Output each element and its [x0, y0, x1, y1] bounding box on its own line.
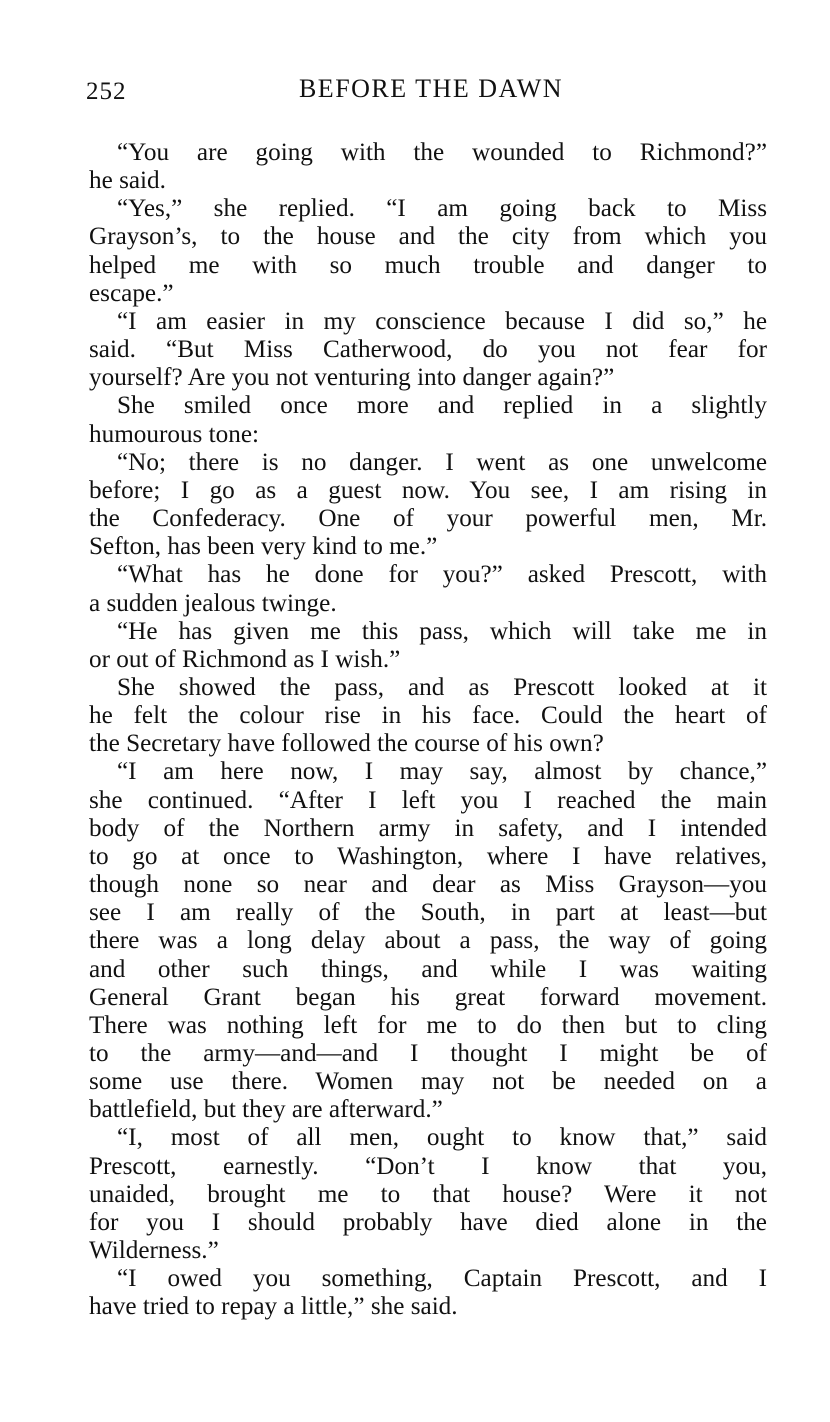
text-line: She smiled once more and replied in a slightly [117, 392, 767, 420]
text-line: have tried to repay a little,” she said. [89, 1293, 458, 1321]
text-line: Grayson’s, to the house and the city from which you [89, 223, 767, 251]
text-line: and other such things, and while I was waiting [89, 955, 767, 983]
text-line: “Yes,” she replied. “I am going back to Miss [117, 195, 767, 223]
page-number: 252 [86, 78, 127, 105]
paragraph [89, 1265, 767, 1321]
text-line: the Secretary have followed the course of his own? [89, 730, 604, 758]
paragraph [89, 674, 767, 758]
text-line: though none so near and dear as Miss Grayson—you [89, 871, 767, 899]
text-line: some use there. Women may not be needed on a [89, 1068, 767, 1096]
running-title: BEFORE THE DAWN [298, 74, 564, 103]
paragraph [89, 139, 767, 195]
text-line: “I owed you something, Captain Prescott, and I [117, 1265, 767, 1293]
page-header [86, 74, 776, 114]
paragraph [89, 449, 767, 562]
text-line: battlefield, but they are afterward.” [89, 1096, 443, 1124]
paragraph [89, 1124, 767, 1265]
text-line: or out of Richmond as I wish.” [89, 645, 401, 673]
text-line: said. “But Miss Catherwood, do you not fear for [89, 336, 767, 364]
text-line: “No; there is no danger. I went as one unwelcome [117, 448, 767, 476]
text-line: helped me with so much trouble and danger to [89, 251, 767, 279]
text-line: to the army—and—and I thought I might be of [89, 1040, 767, 1067]
text-line: see I am really of the South, in part at least—but [89, 899, 767, 927]
text-line: yourself? Are you not venturing into danger again?” [89, 364, 615, 392]
text-line: Prescott, earnestly. “Don’t I know that you, [89, 1152, 767, 1180]
text-line: before; I go as a guest now. You see, I am rising in [89, 476, 767, 504]
text-line: “I am easier in my conscience because I did so,” he [117, 307, 767, 335]
text-line: unaided, brought me to that house? Were it not [89, 1180, 767, 1208]
paragraph [89, 308, 767, 392]
paragraph [89, 195, 767, 308]
paragraph [89, 561, 767, 617]
paragraph [89, 392, 767, 448]
text-line: Wilderness.” [89, 1237, 219, 1265]
text-line: “He has given me this pass, which will take me in [117, 617, 767, 645]
text-line: “I, most of all men, ought to know that,” said [117, 1124, 767, 1152]
text-line: “I am here now, I may say, almost by chance,” [117, 758, 767, 786]
text-line: “You are going with the wounded to Richmond?” [117, 139, 767, 166]
body-text [89, 139, 767, 1322]
text-line: he felt the colour rise in his face. Could the heart of [89, 702, 767, 730]
text-line: General Grant began his great forward movement. [89, 983, 767, 1011]
text-line: body of the Northern army in safety, and I intended [89, 814, 767, 842]
text-line: a sudden jealous twinge. [89, 589, 337, 617]
text-line: escape.” [89, 279, 174, 307]
text-line: she continued. “After I left you I reached the main [89, 786, 767, 814]
text-line: to go at once to Washington, where I have relatives, [89, 842, 767, 870]
text-line: humourous tone: [89, 420, 260, 448]
paragraph [89, 758, 767, 1124]
text-line: there was a long delay about a pass, the way of going [89, 927, 767, 955]
paragraph [89, 618, 767, 674]
text-line: for you I should probably have died alone in the [89, 1208, 767, 1236]
text-line: Sefton, has been very kind to me.” [89, 533, 438, 561]
text-line: the Confederacy. One of your powerful men, Mr. [89, 505, 767, 533]
text-line: There was nothing left for me to do then but to cling [89, 1011, 767, 1039]
text-line: he said. [89, 167, 166, 195]
text-line: “What has he done for you?” asked Prescott, with [117, 561, 767, 589]
text-line: She showed the pass, and as Prescott looked at it [117, 673, 767, 701]
